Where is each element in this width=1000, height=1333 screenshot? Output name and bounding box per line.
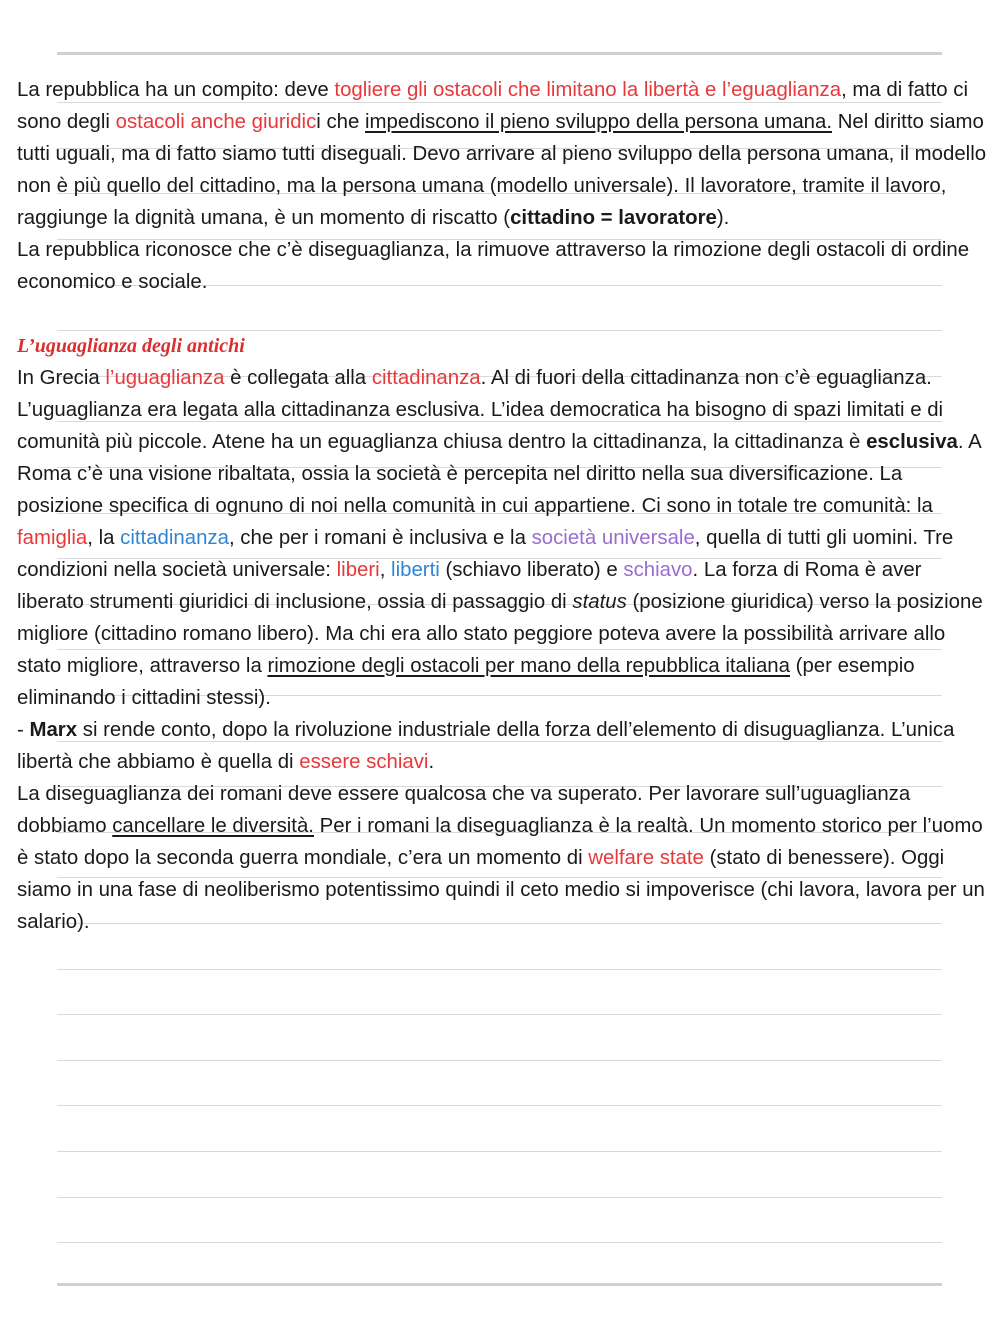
text-span: si rende conto, dopo la rivoluzione industriale della forza dell’elemento di disuguaglianza. L’unica libertà che abbiamo è quella di	[17, 719, 955, 773]
bottom-border-line	[57, 1283, 942, 1286]
ruled-line	[57, 1105, 942, 1106]
text-span: . Al di fuori della cittadinanza non c’è eguaglianza. L’uguaglianza era legata alla cittadinanza esclusiva. L’idea democratica ha bisogno di spazi limitati e di comunità più piccole. Atene ha un eguaglianza chiusa dentro la cittadinanza, la cittadinanza è	[17, 367, 944, 453]
top-border-line	[57, 52, 942, 55]
paragraph-uguaglianza-antichi	[17, 362, 987, 714]
text-span: , ma di fatto ci sono degli	[17, 79, 969, 133]
blank-line	[17, 298, 987, 330]
text-span: (stato di benessere). Oggi siamo in una fase di neoliberismo potentissimo quindi il ceto medio si impoverisce (chi lavora, lavora per un salario).	[17, 847, 985, 933]
bold-text: Marx	[29, 719, 78, 741]
paragraph-welfare-state	[17, 778, 987, 938]
italic-text: status	[572, 591, 627, 613]
highlight-red: liberi	[336, 559, 380, 581]
text-span: . La forza di Roma è aver liberato strumenti giuridici di inclusione, ossia di passaggio di	[17, 559, 922, 613]
underlined-text: cancellare le diversità.	[112, 815, 314, 837]
ruled-line	[57, 1242, 942, 1243]
highlight-purple: schiavo	[623, 559, 693, 581]
paragraph-compito-repubblica	[17, 74, 987, 234]
text-span: .	[428, 751, 435, 773]
highlight-purple: società universale	[531, 527, 695, 549]
section-heading: L’uguaglianza degli antichi	[17, 335, 245, 357]
text-span: , quella di tutti gli uomini. Tre condizioni nella società universale:	[17, 527, 954, 581]
highlight-red: togliere gli ostacoli che limitano la libertà e l’eguaglianza	[334, 79, 842, 101]
ruled-line	[57, 1197, 942, 1198]
highlight-red: welfare state	[588, 847, 704, 869]
ruled-line	[57, 1151, 942, 1152]
text-span: i che	[316, 111, 366, 133]
ruled-line	[57, 1014, 942, 1015]
highlight-red: cittadinanza	[371, 367, 481, 389]
text-span: Nel diritto siamo tutti uguali, ma di fatto siamo tutti diseguali. Devo arrivare al pieno sviluppo della persona umana, il modello non è più quello del cittadino, ma la persona umana (modello universale). Il lavoratore, tramite il lavoro, raggiunge la dignità umana, è un momento di riscatto (	[17, 111, 987, 229]
bold-text: esclusiva	[866, 431, 958, 453]
text-span: La repubblica ha un compito: deve	[17, 79, 335, 101]
paragraph-diseguaglianza: La repubblica riconosce che c’è diseguaglianza, la rimuove attraverso la rimozione degli ostacoli di ordine economico e sociale.	[17, 239, 970, 293]
text-span: ,	[379, 559, 392, 581]
text-span: La diseguaglianza dei romani deve essere qualcosa che va superato. Per lavorare sull’uguaglianza dobbiamo	[17, 783, 911, 837]
highlight-red: l’uguaglianza	[105, 367, 225, 389]
underlined-text: impediscono il pieno sviluppo della persona umana.	[365, 111, 833, 133]
text-span: (schiavo liberato) e	[439, 559, 624, 581]
text-span: Per i romani la diseguaglianza è la realtà. Un momento storico per l’uomo è stato dopo la seconda guerra mondiale, c’era un momento di	[17, 815, 983, 869]
highlight-red: famiglia	[17, 527, 88, 549]
bold-text: cittadino = lavoratore	[510, 207, 717, 229]
ruled-line	[57, 969, 942, 970]
text-span: è collegata alla	[224, 367, 372, 389]
note-body	[17, 74, 987, 938]
ruled-line	[57, 1060, 942, 1061]
text-span: (posizione giuridica) verso la posizione migliore (cittadino romano libero). Ma chi era allo stato peggiore poteva avere la possibilità arrivare allo stato migliore, attraverso la	[17, 591, 983, 677]
text-span: ).	[716, 207, 730, 229]
highlight-blue: liberti	[391, 559, 440, 581]
underlined-text: rimozione degli ostacoli per mano della repubblica italiana	[267, 655, 790, 677]
text-span: (per esempio eliminando i cittadini stessi).	[17, 655, 915, 709]
text-span: , che per i romani è inclusiva e la	[228, 527, 532, 549]
highlight-red: ostacoli anche giuridic	[115, 111, 317, 133]
text-span: , la	[87, 527, 121, 549]
text-span: -	[17, 719, 30, 741]
highlight-blue: cittadinanza	[120, 527, 229, 549]
text-span: . A Roma c’è una visione ribaltata, ossia la società è percepita nel diritto nella sua diversificazione. La posizione specifica di ognuno di noi nella comunità in cui appartiene. Ci sono in totale tre comunità: la	[17, 431, 981, 517]
highlight-red: essere schiavi	[299, 751, 429, 773]
text-span: In Grecia	[17, 367, 106, 389]
paragraph-marx	[17, 714, 987, 778]
